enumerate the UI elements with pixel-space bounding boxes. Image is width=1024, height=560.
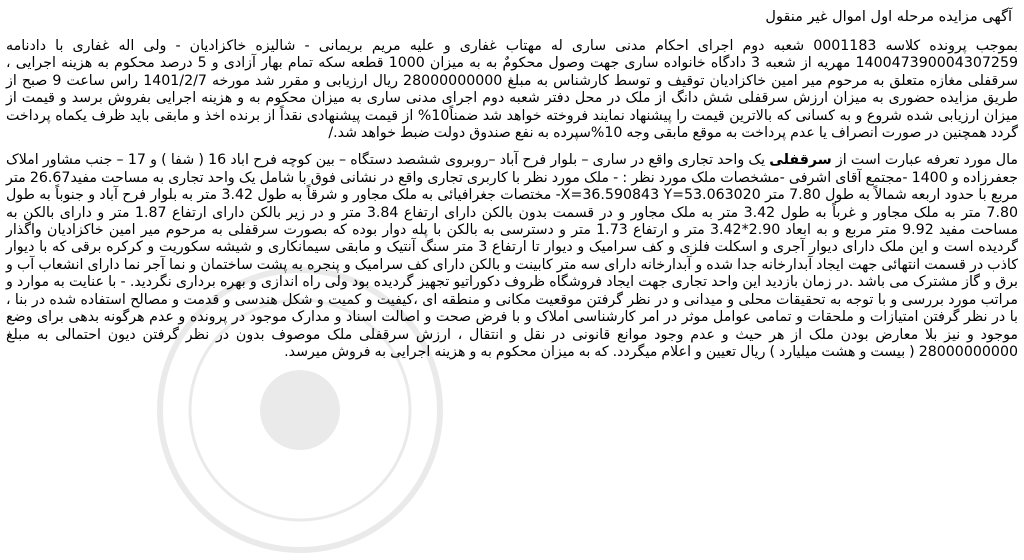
notice-paragraph-2: [6, 152, 1018, 361]
notice-title: آگهی مزایده مرحله اول اموال غیر منقول: [765, 9, 1012, 25]
auction-notice: [6, 2, 1018, 549]
paragraph-2-body: یک واحد تجاری واقع در ساری – بلوار فرح آباد –روبروی ششصد دستگاه – بین کوچه فرح اباد 16 ( شفا ) و 17 – جنب مشاور املاک جعفرزاده و 1400 -مجتمع آقای اشرفی -مشخصات ملک مورد نظر : - ملک مورد نظر با کاربری تجاری واقع در نشانی فوق با شامل یک واحد تجاری به مساحت مفید26.67 متر مربع با حدود اربعه شمالاً به طول 7.80 متر X=36.590843 Y=53.063020- مختصات جغرافیائی به ملک مجاور و شرقاً به طول 3.42 متر به بلوار فرح آباد و جنوباً به طول 7.80 متر به ملک مجاور و غرباً به طول 3.42 متر به ملک مجاور و در قسمت بدون بالکن دارای ارتفاع 3.84 متر و در زیر بالکن دارای ارتفاع 1.87 متر و دارای بالکن به مساحت مفید 9.92 متر مربع و به ابعاد 2.90*3.42 متر و ارتفاع 1.73 متر و دسترسی به بالکن با پله دوار بوده که بصورت سرقفلی به مرحوم میر امین خاکزادیان واگذار گردیده است و این ملک دارای دیوار آجری و اسکلت فلزی و کف سرامیک و دیوار تا ارتفاع 3 متر سنگ آنتیک و مابقی سیمانکاری و شیشه سکوریت و کرکره برقی که با دیوار کاذب در قسمت انتهائی جهت ایجاد آبدارخانه جدا شده و آبدارخانه دارای سه متر کابینت و بالکن دارای کف سرامیک و پنجره به پشت ساختمان و نما آجر نما دارای انشعاب آب و برق و گاز مشترک می باشد .در زمان بازدید این واحد تجاری جهت ایجاد فروشگاه ظروف دکوراتیو تجهیز گردیده بود ولی راه اندازی و بهره برداری نگردید. - با عنایت به موارد و مراتب مورد بررسی و با توجه به تحقیقات محلی و میدانی و در نظر گرفتن موقعیت مکانی و منطقه ای ،کیفیت و کمیت و شکل هندسی و قدمت و مصالح استفاده شده در بنا ، با در نظر گرفتن امتیازات و ملحقات و تمامی عوامل موثر در امر کارشناسی املاک و با فرض صحت و اصالت اسناد و مدارک موجود در پرونده و عدم هرگونه بدهی برای وضع موجود و نیز بلا معارض بودن ملک از هر حیث و عدم وجود موانع قانونی در نقل و انتقال ، ارزش سرقفلی ملک موصوف بدون در نظر گرفتن دیون احتمالی به مبلغ 28000000000 ( بیست و هشت میلیارد ) ریال تعیین و اعلام میگردد. که به میزان محکوم به و هزینه اجرایی به فروش میرسد.: [6, 152, 1019, 360]
paragraph-2-bold-term: سرقفلی: [769, 152, 832, 169]
notice-paragraph-1: بموجب پرونده کلاسه 0001183 شعبه دوم اجرای احکام مدنی ساری له مهتاب غفاری و علیه مریم بریمانی - شالیزه خاکزادیان - ولی اله غفاری با دادنامه 140047390004307259 مهریه از شعبه 3 دادگاه خانواده ساری جهت وصول محکومٌ به به میزان 1000 قطعه سکه تمام بهار آزادی و 5 درصد محکوم به هزینه اجرایی ، سرقفلی مغازه متعلق به مرحوم میر امین خاکزادیان توقیف و توسط کارشناس به مبلغ 28000000000 ریال ارزیابی و مقرر شد مورخه 1401/2/7 راس ساعت 9 صبح از طریق مزایده حضوری به میزان ارزش سرقفلی شش دانگ از ملک در محل دفتر شعبه دوم اجرای مدنی ساری به میزان محکوم به و هزینه اجرایی بفروش برسد و قیمت از میزان ارزیابی شده شروع و به کسانی که بالاترین قیمت را پیشنهاد نمایند فروخته خواهد شد ضمناً10% از قیمت پیشنهادی نقداً از برنده اخذ و مابقی باید ظرف یکماه پرداخت گردد همچنین در صورت انصراف یا عدم پرداخت به موقع مابقی وجه 10%سپرده به نفع صندوق دولت ضبط خواهد شد./: [6, 38, 1018, 142]
paragraph-2-lead: مال مورد تعرفه عبارت است از: [835, 152, 1019, 169]
